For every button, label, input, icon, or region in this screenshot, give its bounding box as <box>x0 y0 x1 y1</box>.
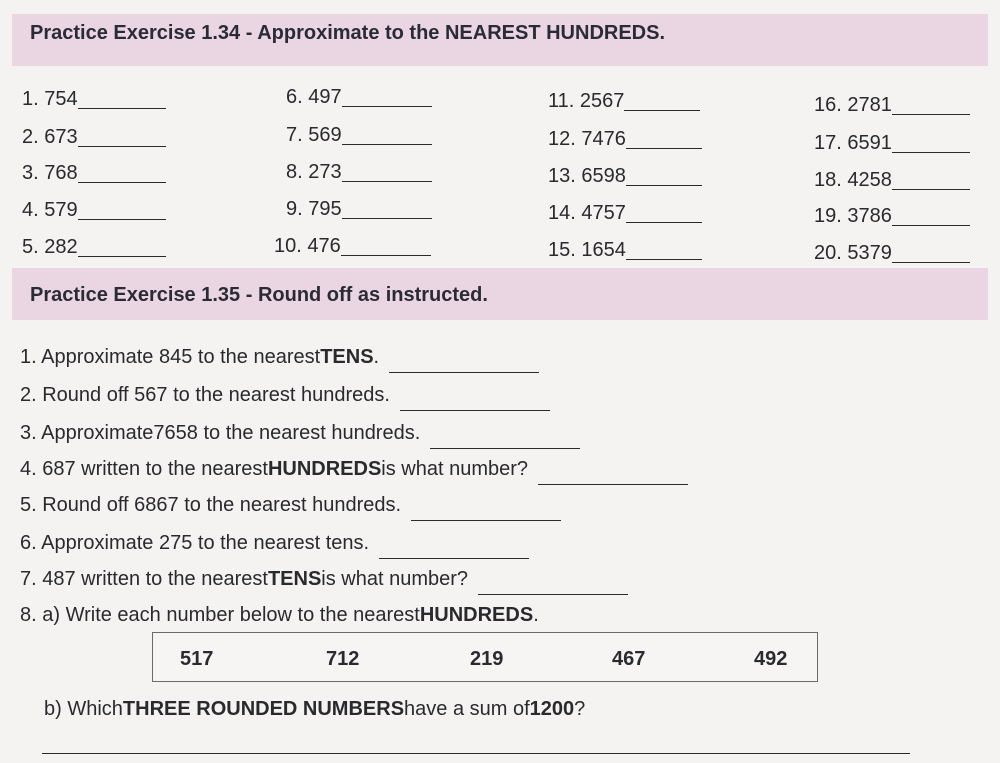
exercise-1-item: 2. 673 <box>22 126 166 149</box>
number-cell: 712 <box>326 648 360 670</box>
exercise-1-item: 13. 6598 <box>548 165 702 188</box>
answer-blank[interactable] <box>411 519 561 521</box>
exercise-1-item: 7. 569 <box>286 124 432 147</box>
exercise-1-item: 3. 768 <box>22 162 166 185</box>
answer-blank[interactable] <box>342 105 432 107</box>
exercise-1-title: Practice Exercise 1.34 - Approximate to the NEAREST HUNDREDS. <box>30 22 666 44</box>
answer-blank[interactable] <box>892 151 970 153</box>
answer-blank[interactable] <box>78 181 166 183</box>
number-cell: 467 <box>612 648 646 670</box>
answer-blank[interactable] <box>892 113 970 115</box>
exercise-1-item: 1. 754 <box>22 88 166 111</box>
exercise-1-item: 5. 282 <box>22 236 166 259</box>
exercise-1-item: 12. 7476 <box>548 128 702 151</box>
exercise-2-title: Practice Exercise 1.35 - Round off as instructed. <box>30 284 488 306</box>
exercise-1-item: 18. 4258 <box>814 169 970 192</box>
answer-blank[interactable] <box>78 107 166 109</box>
question-5: 5. Round off 6867 to the nearest hundreds. <box>20 494 561 517</box>
exercise-1-item: 15. 1654 <box>548 239 702 262</box>
answer-blank[interactable] <box>430 447 580 449</box>
answer-blank[interactable] <box>892 188 970 190</box>
answer-blank[interactable] <box>892 261 970 263</box>
answer-blank[interactable] <box>626 221 702 223</box>
exercise-1-item: 16. 2781 <box>814 94 970 117</box>
exercise-1-item: 14. 4757 <box>548 202 702 225</box>
answer-blank[interactable] <box>341 254 431 256</box>
answer-blank[interactable] <box>342 180 432 182</box>
question-1: 1. Approximate 845 to the nearest TENS . <box>20 346 539 369</box>
question-8a: 8. a) Write each number below to the nearest HUNDREDS . <box>20 604 539 626</box>
answer-blank[interactable] <box>379 557 529 559</box>
answer-blank[interactable] <box>626 184 702 186</box>
question-7: 7. 487 written to the nearest TENS is what number? <box>20 568 628 591</box>
answer-blank[interactable] <box>78 218 166 220</box>
question-2: 2. Round off 567 to the nearest hundreds. <box>20 384 550 407</box>
number-cell: 517 <box>180 648 214 670</box>
question-6: 6. Approximate 275 to the nearest tens. <box>20 532 529 555</box>
answer-blank[interactable] <box>538 483 688 485</box>
number-cell: 219 <box>470 648 504 670</box>
answer-blank[interactable] <box>78 255 166 257</box>
exercise-1-item: 20. 5379 <box>814 242 970 265</box>
exercise-1-item: 17. 6591 <box>814 132 970 155</box>
answer-blank[interactable] <box>342 217 432 219</box>
exercise-1-item: 19. 3786 <box>814 205 970 228</box>
question-3: 3. Approximate7658 to the nearest hundreds. <box>20 422 580 445</box>
answer-blank[interactable] <box>478 593 628 595</box>
answer-blank[interactable] <box>626 147 702 149</box>
answer-blank[interactable] <box>892 224 970 226</box>
exercise-1-item: 6. 497 <box>286 86 432 109</box>
exercise-1-item: 11. 2567 <box>548 90 700 113</box>
exercise-1-item: 4. 579 <box>22 199 166 222</box>
answer-blank[interactable] <box>342 143 432 145</box>
question-4: 4. 687 written to the nearest HUNDREDS is what number? <box>20 458 688 481</box>
exercise-1-item: 10. 476 <box>274 235 431 258</box>
question-8b: b) Which THREE ROUNDED NUMBERS have a sum of 1200 ? <box>44 698 586 720</box>
answer-blank[interactable] <box>389 371 539 373</box>
number-cell: 492 <box>754 648 788 670</box>
answer-blank[interactable] <box>400 409 550 411</box>
answer-blank[interactable] <box>626 258 702 260</box>
answer-blank[interactable] <box>78 145 166 147</box>
answer-line[interactable] <box>42 753 910 754</box>
exercise-1-item: 8. 273 <box>286 161 432 184</box>
exercise-1-item: 9. 795 <box>286 198 432 221</box>
answer-blank[interactable] <box>624 109 700 111</box>
